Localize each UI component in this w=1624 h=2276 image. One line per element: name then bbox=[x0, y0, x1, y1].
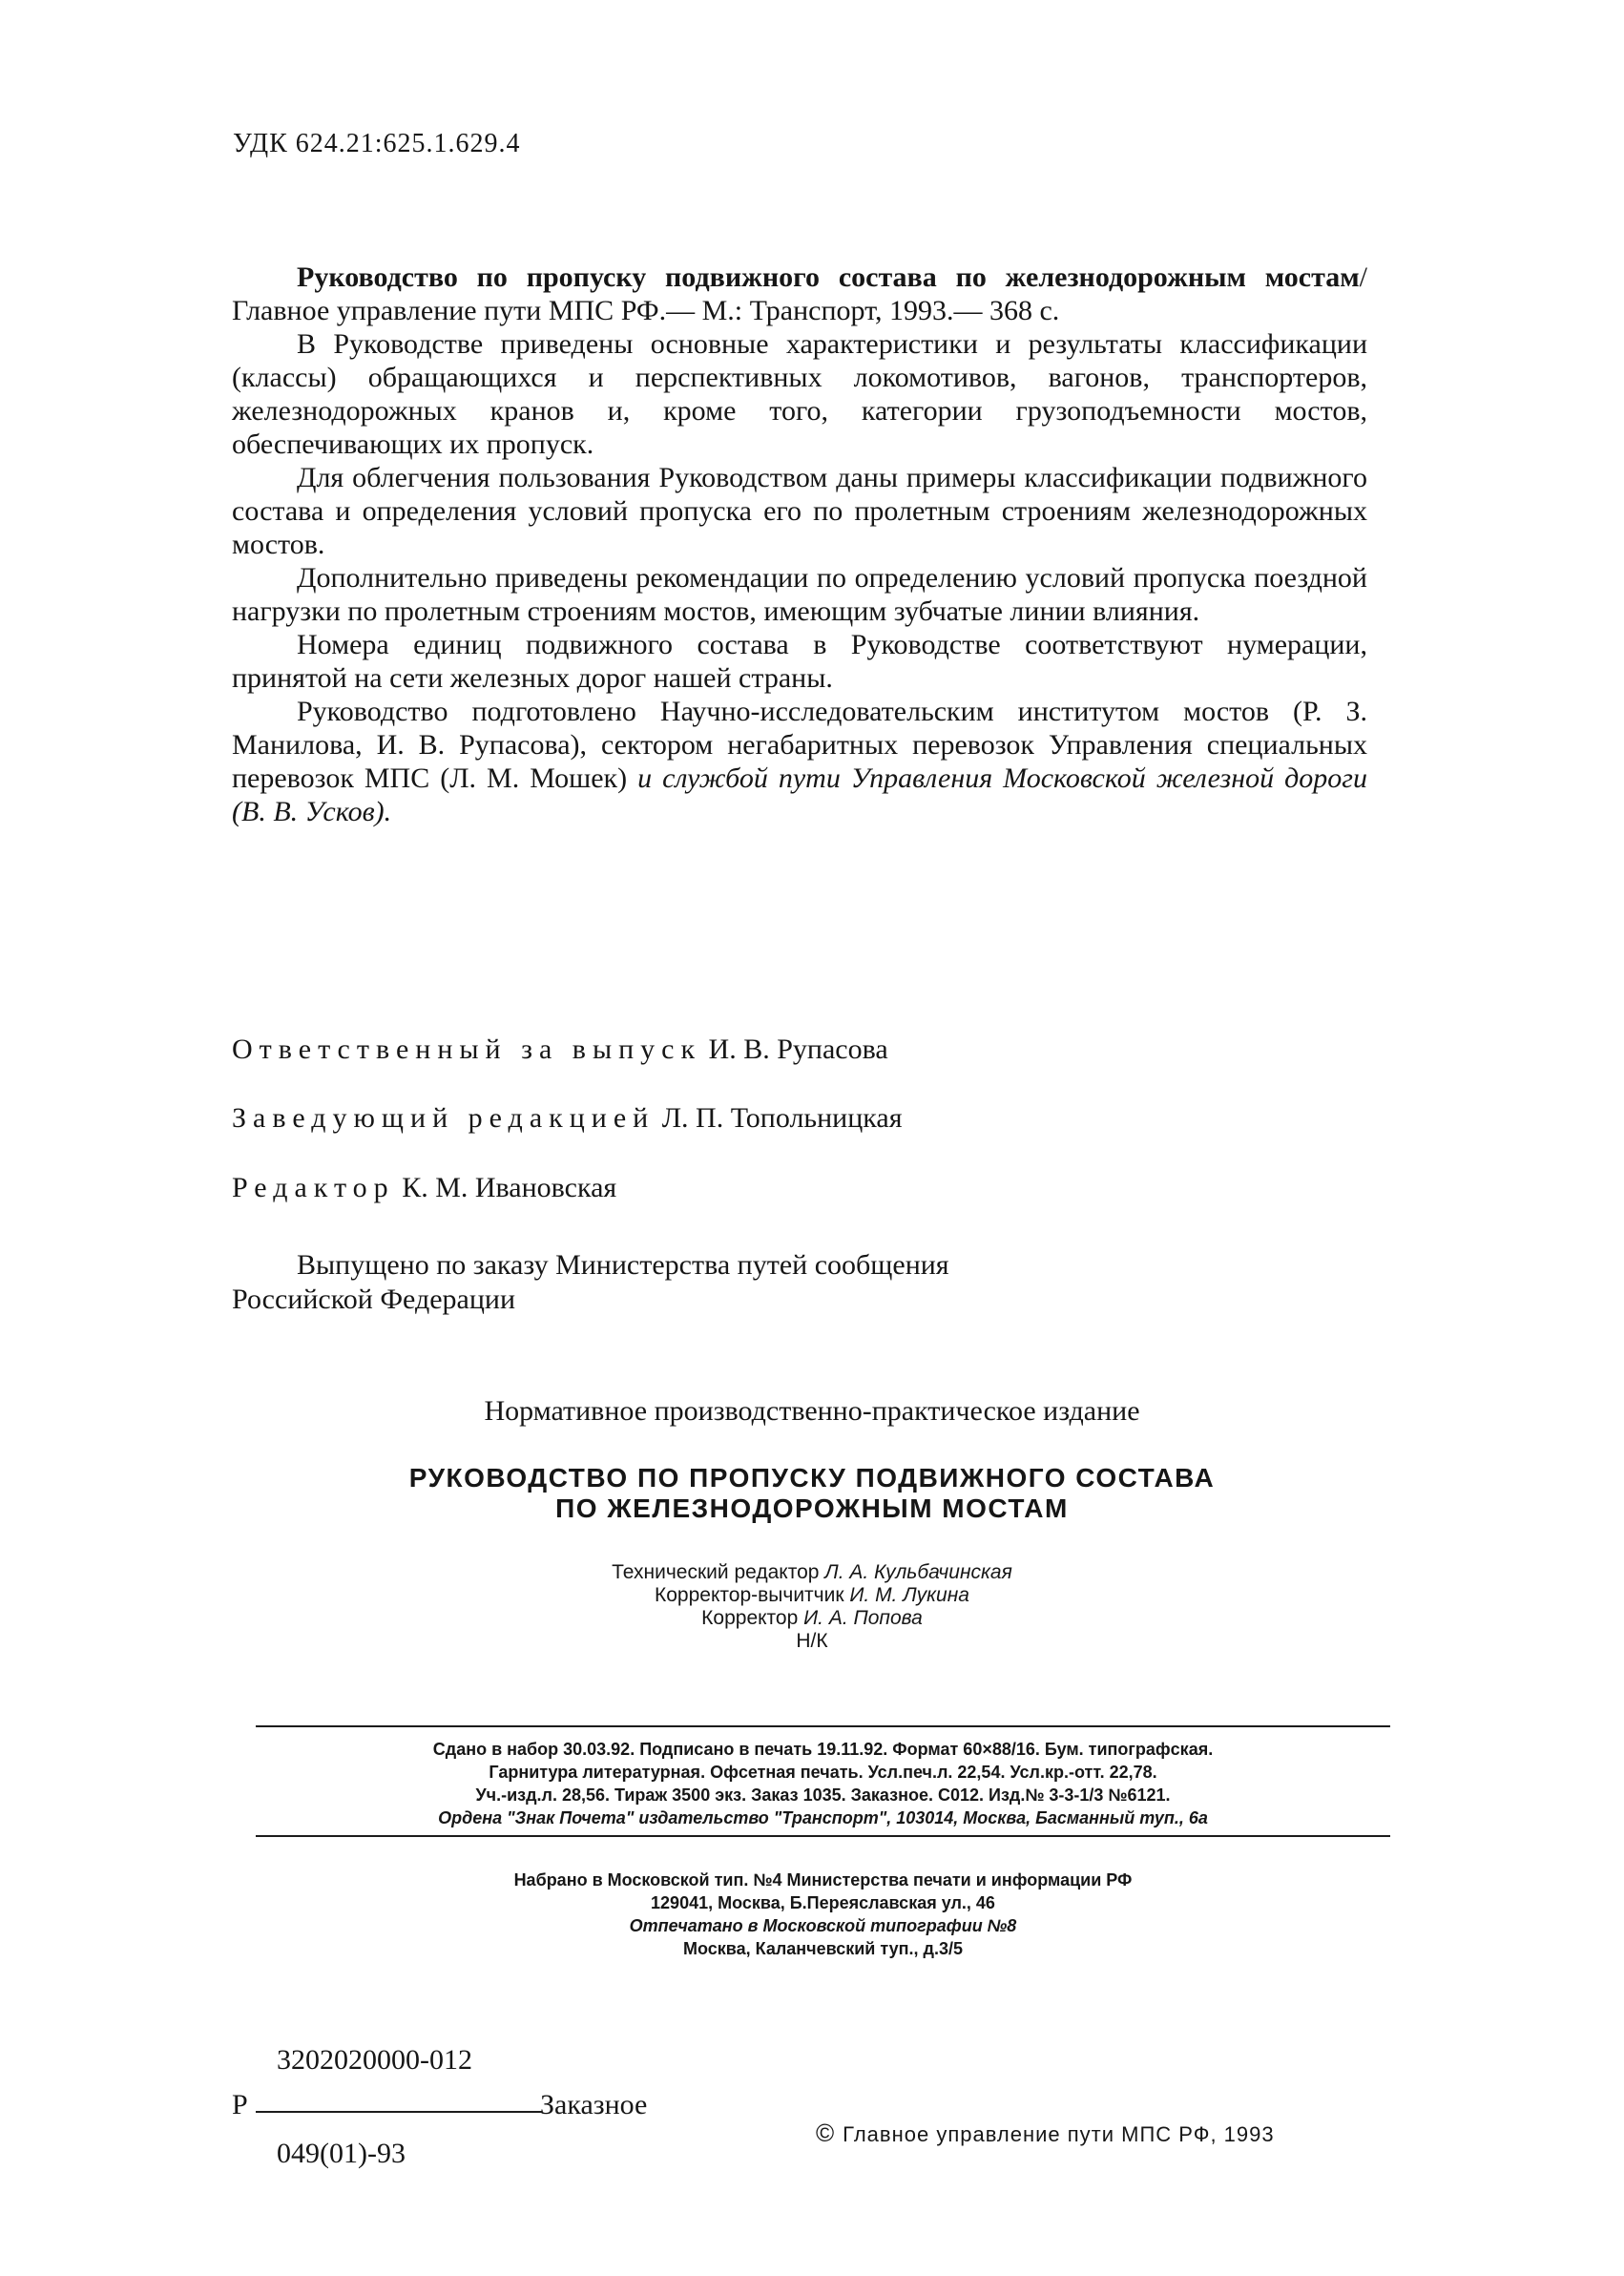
index-code-bottom: 049(01)-93 bbox=[277, 2138, 406, 2169]
divider-top bbox=[256, 1725, 1390, 1727]
divider-bottom bbox=[256, 1835, 1390, 1837]
staff-line bbox=[0, 1561, 1624, 1584]
book-title-line-2: ПО ЖЕЛЕЗНОДОРОЖНЫМ МОСТАМ bbox=[555, 1493, 1069, 1523]
staff-role: Корректор-вычитчик bbox=[655, 1584, 844, 1606]
abstract-paragraph: Номера единиц подвижного состава в Руководстве соответствуют нумерации, принятой на сети железных дорог нашей страны. bbox=[232, 629, 1367, 694]
abstract-bibliographic bbox=[232, 261, 1367, 327]
abstract bbox=[232, 261, 1367, 828]
credit-editor bbox=[232, 1172, 616, 1204]
authors-text: Руководство подготовлено Научно-исследовательским институтом мостов (Р. З. Манилова, И. В. Рупасова), сектором негабаритных перевозок Управления специальных перевозок МПС (Л. М. Мошек) bbox=[232, 696, 1367, 794]
index-code-ordered: Заказное bbox=[540, 2089, 648, 2120]
staff-role: Корректор bbox=[701, 1607, 799, 1629]
staff-line bbox=[0, 1584, 1624, 1607]
index-code-top: 3202020000-012 bbox=[277, 2044, 472, 2076]
technical-staff bbox=[0, 1561, 1624, 1653]
issued-by-order bbox=[232, 1248, 949, 1317]
abstract-publisher: /Главное управление пути МПС РФ.— М.: Транспорт, 1993.— 368 с. bbox=[232, 261, 1367, 326]
abstract-book-title: Руководство по пропуску подвижного состава по железнодорожным мостам bbox=[297, 261, 1360, 293]
edition-kind: Нормативное производственно-практическое издание bbox=[484, 1395, 1140, 1427]
credit-role: Редактор bbox=[232, 1172, 395, 1203]
typeset-line: Москва, Каланчевский туп., д.3/5 bbox=[683, 1939, 963, 1958]
authors-text-italic: и службой пути Управления Московской железной дороги (В. В. Усков). bbox=[232, 762, 1367, 827]
print-info-line bbox=[256, 1806, 1390, 1829]
credit-role: Заведующий редакцией bbox=[232, 1102, 656, 1134]
print-info-line: Гарнитура литературная. Офсетная печать. Усл.печ.л. 22,54. Усл.кр.-отт. 22,78. bbox=[489, 1763, 1157, 1782]
staff-name: И. А. Попова bbox=[803, 1607, 923, 1629]
credit-name: И. В. Рупасова bbox=[708, 1034, 888, 1065]
typeset-info bbox=[256, 1869, 1390, 1960]
publisher-line: Ордена "Знак Почета" издательство "Транспорт", 103014, Москва, Басманный туп., 6а bbox=[438, 1808, 1208, 1827]
index-code-dash bbox=[256, 2111, 542, 2113]
issued-line-2: Российской Федерации bbox=[232, 1284, 516, 1315]
staff-line bbox=[0, 1607, 1624, 1630]
typeset-line bbox=[256, 1914, 1390, 1937]
abstract-paragraph: Для облегчения пользования Руководством даны примеры классификации подвижного состава и определения условий пропуска его по пролетным строениям железнодорожных мостов. bbox=[232, 462, 1367, 560]
print-info-line: Сдано в набор 30.03.92. Подписано в печать 19.11.92. Формат 60×88/16. Бум. типографская. bbox=[432, 1740, 1214, 1759]
abstract-paragraph: В Руководстве приведены основные характеристики и результаты классификации (классы) обращающихся и перспективных локомотивов, вагонов, транспортеров, железнодорожных кранов и, кроме того, категории грузоподъемности мостов, обеспечивающих их пропуск. bbox=[232, 328, 1367, 460]
print-info bbox=[256, 1738, 1390, 1829]
credit-name: Л. П. Топольницкая bbox=[661, 1102, 903, 1134]
staff-role: Технический редактор bbox=[612, 1561, 820, 1583]
credit-managing-editor bbox=[232, 1102, 903, 1135]
typeset-line: Набрано в Московской тип. №4 Министерства печати и информации РФ bbox=[513, 1870, 1133, 1890]
printed-at-line: Отпечатано в Московской типографии №8 bbox=[629, 1916, 1017, 1935]
book-title-line-1: РУКОВОДСТВО ПО ПРОПУСКУ ПОДВИЖНОГО СОСТАВА bbox=[408, 1463, 1216, 1493]
index-code-letter: Р bbox=[232, 2089, 248, 2120]
credit-responsible bbox=[232, 1034, 888, 1066]
print-info-line: Уч.-изд.л. 28,56. Тираж 3500 экз. Заказ 1035. Заказное. С012. Изд.№ 3-3-1/3 №6121. bbox=[475, 1785, 1171, 1805]
book-title bbox=[0, 1463, 1624, 1524]
copyright-icon: © bbox=[816, 2119, 836, 2147]
credit-role: Ответственный за выпуск bbox=[232, 1034, 702, 1065]
staff-name: И. М. Лукина bbox=[849, 1584, 969, 1606]
udk-code: УДК 624.21:625.1.629.4 bbox=[233, 129, 521, 158]
hk-mark: Н/К bbox=[796, 1630, 828, 1652]
credit-name: К. М. Ивановская bbox=[402, 1172, 617, 1203]
abstract-paragraph: Дополнительно приведены рекомендации по определению условий пропуска поездной нагрузки по пролетным строениям мостов, имеющим зубчатые линии влияния. bbox=[232, 562, 1367, 627]
staff-name: Л. А. Кульбачинская bbox=[824, 1561, 1012, 1583]
copyright bbox=[816, 2119, 1275, 2148]
issued-line-1: Выпущено по заказу Министерства путей сообщения bbox=[297, 1249, 949, 1281]
typeset-line: 129041, Москва, Б.Переяславская ул., 46 bbox=[651, 1893, 995, 1912]
copyright-text: Главное управление пути МПС РФ, 1993 bbox=[843, 2122, 1275, 2146]
abstract-paragraph-authors bbox=[232, 695, 1367, 828]
